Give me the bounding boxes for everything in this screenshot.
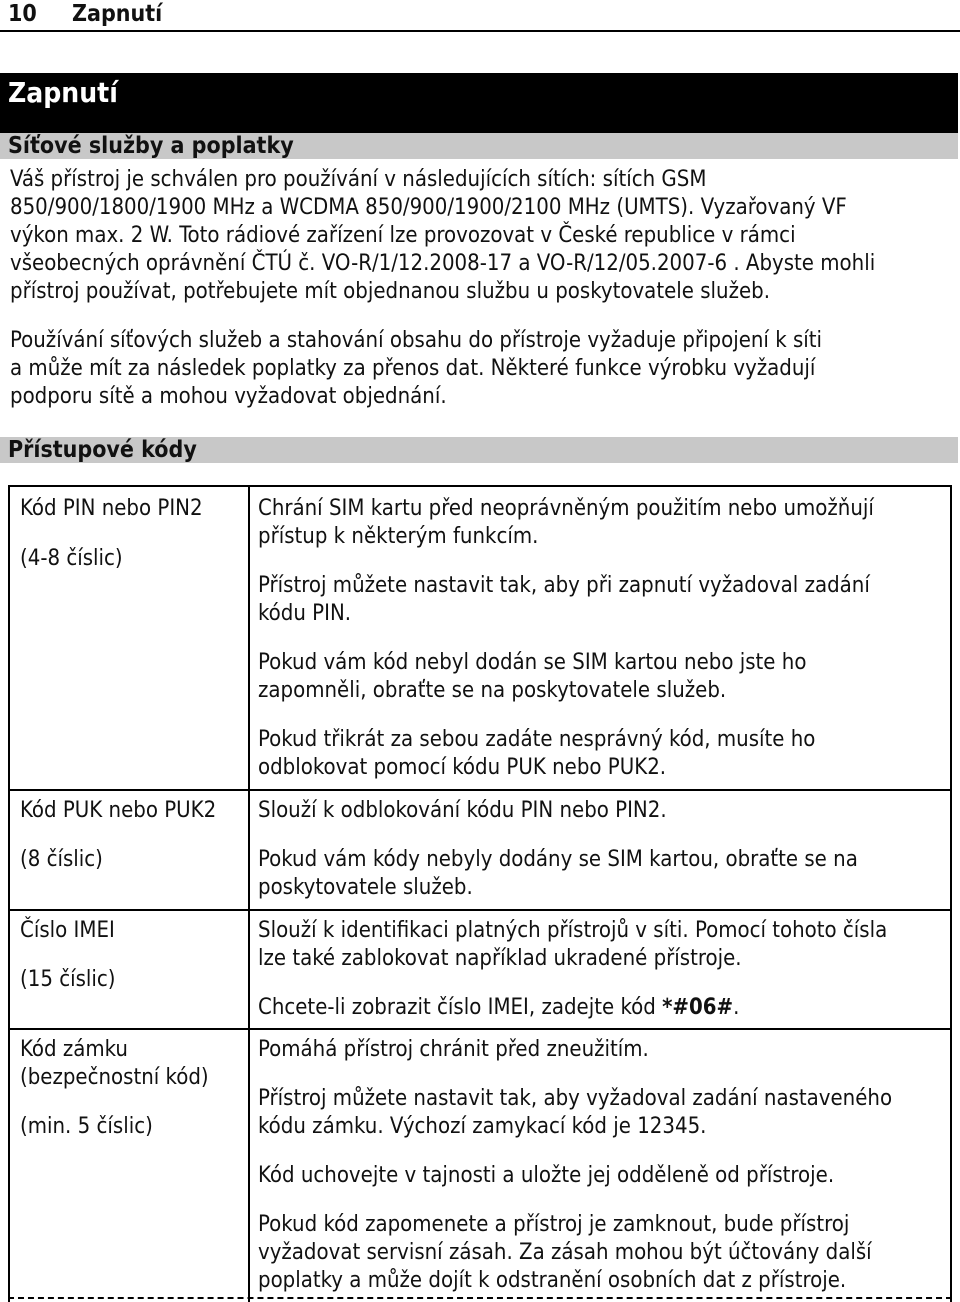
- network-paragraph-2: [10, 327, 930, 411]
- text-line: Používání síťových služeb a stahování obsahu do přístroje vyžaduje připojení k síti: [10, 328, 823, 353]
- text-line: Slouží k odblokování kódu PIN nebo PIN2.: [258, 798, 667, 823]
- table-row-imei: [10, 911, 950, 1030]
- imei-code: *#06#: [662, 995, 734, 1020]
- code-name: Kód PIN nebo PIN2: [20, 496, 203, 521]
- puk-label: [20, 797, 242, 874]
- punctuation: .: [733, 995, 740, 1020]
- pin-label: [20, 495, 242, 573]
- text-line: Pomáhá přístroj chránit před zneužitím.: [258, 1037, 649, 1062]
- page-cut-line: [8, 1297, 952, 1299]
- lock-code-label: [20, 1036, 242, 1141]
- code-length: (15 číslic): [20, 967, 116, 992]
- pin-description: [258, 495, 948, 782]
- code-length: (4-8 číslic): [20, 546, 123, 571]
- text-line: poskytovatele služeb.: [258, 875, 473, 900]
- text-line: Pokud kód zapomenete a přístroj je zamknout, bude přístroj: [258, 1212, 850, 1237]
- code-length: (min. 5 číslic): [20, 1114, 153, 1139]
- text-line: Váš přístroj je schválen pro používání v následujících sítích: sítích GSM: [10, 167, 707, 192]
- text-line: a může mít za následek poplatky za přenos dat. Některé funkce výrobku vyžadují: [10, 356, 816, 381]
- text-line: kódu zámku. Výchozí zamykací kód je 12345.: [258, 1114, 707, 1139]
- table-row-puk: [10, 791, 950, 911]
- text-line: Slouží k identifikaci platných přístrojů v síti. Pomocí tohoto čísla: [258, 918, 888, 943]
- text-line: všeobecných oprávnění ČTÚ č. VO-R/1/12.2008-17 a VO-R/12/05.2007-6 . Abyste mohli: [10, 251, 876, 276]
- header-section-title: Zapnutí: [72, 1, 163, 27]
- text-line: lze také zablokovat například ukradené přístroje.: [258, 946, 742, 971]
- code-length: (8 číslic): [20, 847, 103, 872]
- puk-description: [258, 797, 948, 902]
- text-line: Přístroj můžete nastavit tak, aby při zapnutí vyžadoval zadání: [258, 573, 870, 598]
- text-line: vyžadovat servisní zásah. Za zásah mohou být účtovány další: [258, 1240, 872, 1265]
- text-line: výkon max. 2 W. Toto rádiové zařízení lze provozovat v České republice v rámci: [10, 223, 796, 248]
- lock-code-description: [258, 1036, 948, 1295]
- section-title: Zapnutí: [8, 76, 118, 109]
- access-codes-heading-bar: [0, 437, 958, 463]
- text-line: odblokovat pomocí kódu PUK nebo PUK2.: [258, 755, 667, 780]
- code-name: Kód zámku: [20, 1037, 128, 1062]
- text-line: Kód uchovejte v tajnosti a uložte jej odděleně od přístroje.: [258, 1163, 835, 1188]
- text-line: Pokud třikrát za sebou zadáte nesprávný kód, musíte ho: [258, 727, 816, 752]
- imei-instruction-text: Chcete-li zobrazit číslo IMEI, zadejte kód: [258, 995, 663, 1020]
- network-services-heading: Síťové služby a poplatky: [8, 133, 294, 159]
- page-number: 10: [8, 1, 37, 27]
- text-line: 850/900/1800/1900 MHz a WCDMA 850/900/1900/2100 MHz (UMTS). Vyzařovaný VF: [10, 195, 847, 220]
- imei-description: [258, 917, 948, 1022]
- text-line: Pokud vám kódy nebyly dodány se SIM kartou, obraťte se na: [258, 847, 858, 872]
- text-line: přístup k některým funkcím.: [258, 524, 539, 549]
- section-title-bar: [0, 73, 958, 133]
- network-paragraph-1: [10, 166, 930, 306]
- code-name: Kód PUK nebo PUK2: [20, 798, 217, 823]
- code-name: Číslo IMEI: [20, 918, 115, 943]
- text-line: zapomněli, obraťte se na poskytovatele služeb.: [258, 678, 727, 703]
- network-services-heading-bar: [0, 133, 958, 159]
- code-name-detail: (bezpečnostní kód): [20, 1065, 209, 1090]
- table-row-lock-code: [10, 1030, 950, 1302]
- text-line: poplatky a může dojít k odstranění osobních dat z přístroje.: [258, 1268, 847, 1293]
- text-line: podporu sítě a mohou vyžadovat objednání.: [10, 384, 447, 409]
- text-line: Chrání SIM kartu před neoprávněným použitím nebo umožňují: [258, 496, 874, 521]
- access-codes-heading: Přístupové kódy: [8, 437, 197, 463]
- page-header: [0, 0, 960, 32]
- text-line: Pokud vám kód nebyl dodán se SIM kartou nebo jste ho: [258, 650, 807, 675]
- text-line: kódu PIN.: [258, 601, 352, 626]
- imei-label: [20, 917, 242, 994]
- imei-instruction: [258, 994, 948, 1022]
- text-line: přístroj používat, potřebujete mít objednanou službu u poskytovatele služeb.: [10, 279, 770, 304]
- text-line: Přístroj můžete nastavit tak, aby vyžadoval zadání nastaveného: [258, 1086, 893, 1111]
- access-codes-table: [8, 485, 952, 1302]
- table-row-pin: [10, 487, 950, 791]
